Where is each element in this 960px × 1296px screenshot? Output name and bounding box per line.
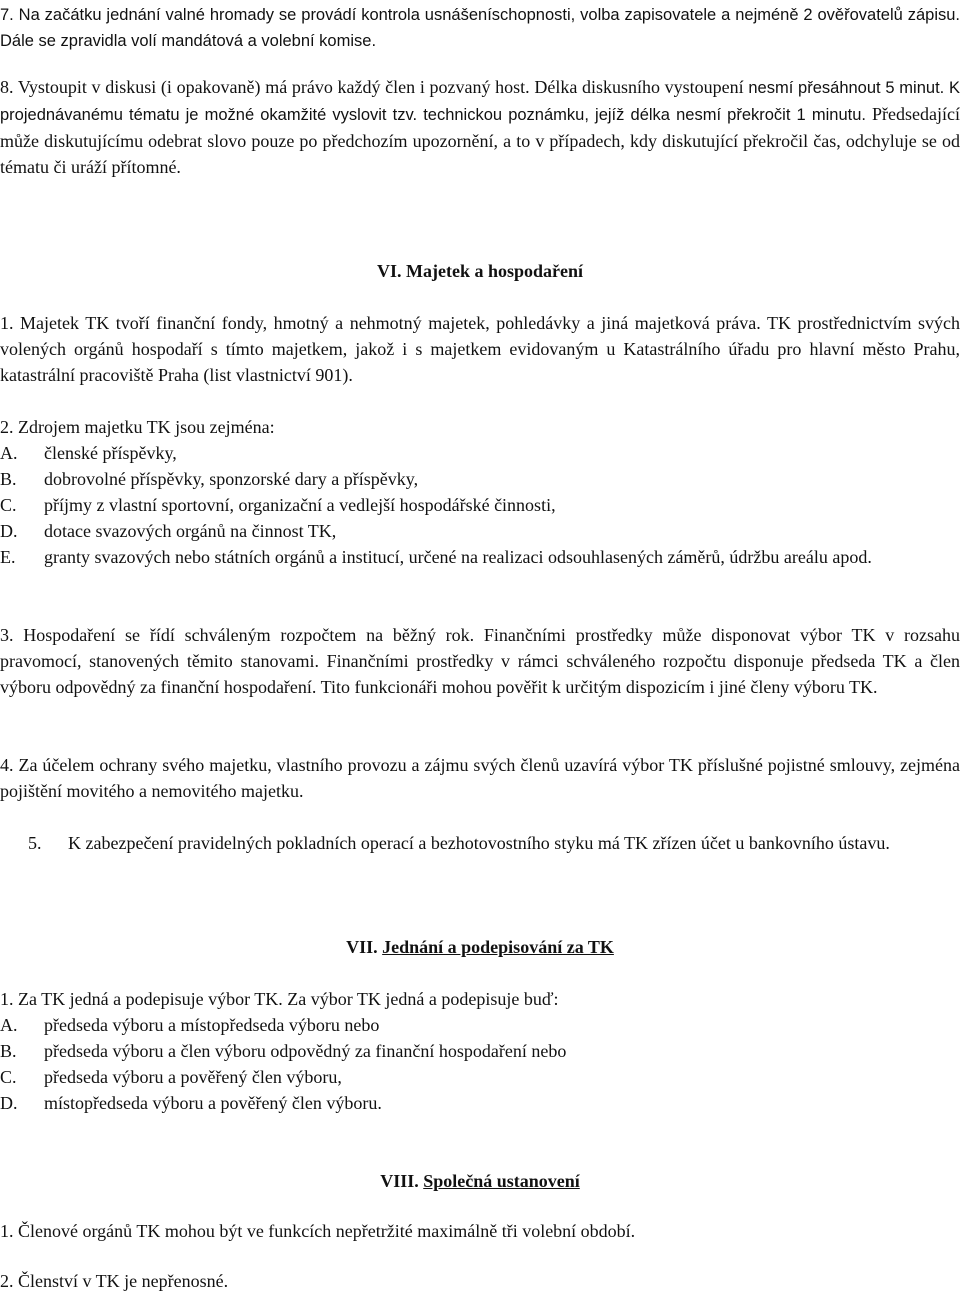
heading-section-vii	[0, 934, 960, 960]
list-item-label: E.	[0, 547, 16, 567]
list-item-text: příjmy z vlastní sportovní, organizační a vedlejší hospodářské činnosti,	[44, 495, 556, 515]
list-item	[0, 1090, 960, 1116]
list-item	[0, 1038, 960, 1064]
paragraph-v-8-sans: nesmí přesáhnout 5 minut. K projednávanému tématu je možné okamžité vyslovit tzv. technickou poznámku, jejíž délka nesmí překročit 1 minutu.	[0, 79, 960, 124]
heading-section-vi: VI. Majetek a hospodaření	[377, 261, 583, 281]
heading-section-viii	[0, 1168, 960, 1194]
paragraph-v-8	[0, 74, 960, 180]
list-item-text: členské příspěvky,	[44, 443, 177, 463]
list-item-label: D.	[0, 521, 18, 541]
list-item-text: dotace svazových orgánů na činnost TK,	[44, 521, 337, 541]
paragraph-v-7: 7. Na začátku jednání valné hromady se provádí kontrola usnášeníschopnosti, volba zapisovatele a nejméně 2 ověřovatelů zápisu. Dále se zpravidla volí mandátová a volební komise.	[0, 6, 960, 50]
list-item	[0, 518, 960, 544]
list-item-label: A.	[0, 1015, 18, 1035]
list-item-text: místopředseda výboru a pověřený člen výboru.	[44, 1093, 382, 1113]
list-vi-2-sources	[0, 440, 960, 570]
list-item-text: předseda výboru a člen výboru odpovědný za finanční hospodaření nebo	[44, 1041, 567, 1061]
list-item-label: B.	[0, 1041, 17, 1061]
paragraph-vi-5-label: 5.	[28, 833, 42, 853]
list-item-label: A.	[0, 443, 18, 463]
list-item-text: předseda výboru a místopředseda výboru nebo	[44, 1015, 380, 1035]
paragraph-v-8-rest: Předsedající může diskutujícímu odebrat slovo pouze po předchozím upozornění, a to v případech, kdy diskutující překročil čas, odchyluje se od tématu či uráží přítomné.	[0, 104, 960, 177]
heading-section-vii-number: VII.	[346, 937, 378, 957]
paragraph-vi-5-text: K zabezpečení pravidelných pokladních operací a bezhotovostního styku má TK zřízen účet u bankovního ústavu.	[68, 833, 890, 853]
paragraph-v-8-serif: 8. Vystoupit v diskusi (i opakovaně) má právo každý člen i pozvaný host. Délka diskusního vystoupení	[0, 77, 744, 97]
list-item	[0, 1012, 960, 1038]
paragraph-viii-2: 2. Členství v TK je nepřenosné.	[0, 1271, 229, 1291]
heading-section-viii-number: VIII.	[380, 1171, 419, 1191]
list-item-label: C.	[0, 495, 17, 515]
list-item-text: předseda výboru a pověřený člen výboru,	[44, 1067, 342, 1087]
list-item	[0, 492, 960, 518]
paragraph-vii-1-intro: 1. Za TK jedná a podepisuje výbor TK. Za výbor TK jedná a podepisuje buď:	[0, 989, 559, 1009]
list-item-text: dobrovolné příspěvky, sponzorské dary a příspěvky,	[44, 469, 419, 489]
list-item-label: B.	[0, 469, 17, 489]
list-item-label: C.	[0, 1067, 17, 1087]
paragraph-vi-5	[28, 830, 960, 856]
list-item	[0, 1064, 960, 1090]
paragraph-vi-3: 3. Hospodaření se řídí schváleným rozpočtem na běžný rok. Finančními prostředky může disponovat výbor TK v rozsahu pravomocí, stanovených těmito stanovami. Finančními prostředky v rámci schváleného rozpočtu disponuje předseda TK a člen výboru odpovědný za finanční hospodaření. Tito funkcionáři mohou pověřit k určitým dispozicím i jiné členy výboru TK.	[0, 625, 960, 697]
list-item	[0, 466, 960, 492]
paragraph-vi-1: 1. Majetek TK tvoří finanční fondy, hmotný a nehmotný majetek, pohledávky a jiná majetková práva. TK prostřednictvím svých volených orgánů hospodaří s tímto majetkem, jakož i s majetkem evidovaným u Katastrálního úřadu pro hlavní město Prahu, katastrální pracoviště Praha (list vlastnictví 901).	[0, 313, 960, 385]
heading-section-vii-title: Jednání a podepisování za TK	[382, 937, 614, 957]
paragraph-vi-2-intro: 2. Zdrojem majetku TK jsou zejména:	[0, 417, 275, 437]
paragraph-viii-1: 1. Členové orgánů TK mohou být ve funkcích nepřetržité maximálně tři volební období.	[0, 1221, 636, 1241]
paragraph-vi-4: 4. Za účelem ochrany svého majetku, vlastního provozu a zájmu svých členů uzavírá výbor TK příslušné pojistné smlouvy, zejména pojištění movitého a nemovitého majetku.	[0, 755, 960, 801]
list-item-label: D.	[0, 1093, 18, 1113]
list-item-text: granty svazových nebo státních orgánů a institucí, určené na realizaci odsouhlasených záměrů, údržbu areálu apod.	[44, 547, 872, 567]
list-item	[0, 440, 960, 466]
list-vii-1-signatories	[0, 1012, 960, 1116]
heading-section-viii-title: Společná ustanovení	[423, 1171, 580, 1191]
list-item	[0, 544, 960, 570]
